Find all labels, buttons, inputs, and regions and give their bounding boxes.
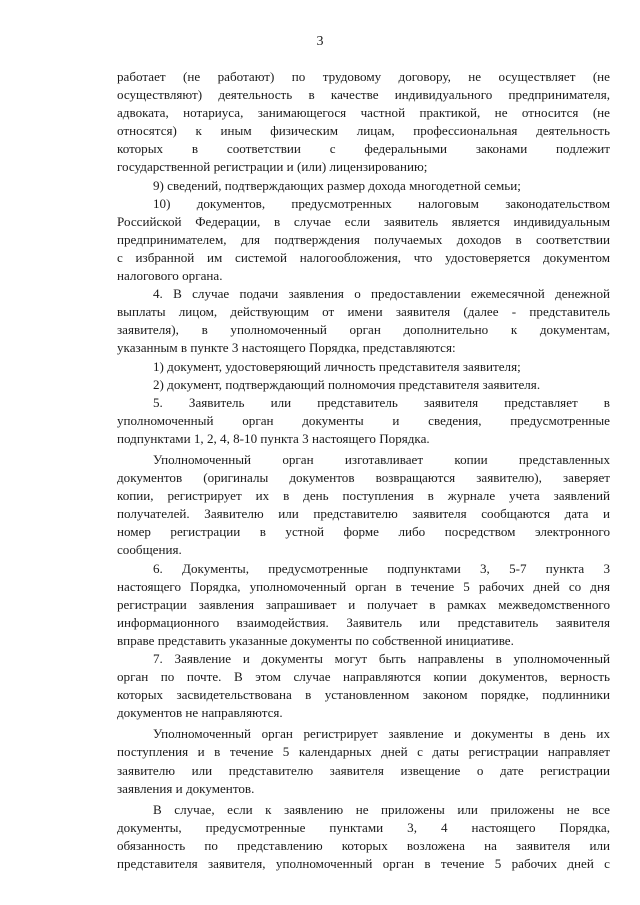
text-line: [117, 321, 610, 339]
text-line: [117, 412, 610, 430]
text-line: [117, 487, 610, 505]
document-body: [117, 68, 610, 873]
line-text: 5. Заявитель или представитель заявителя представляет в: [153, 394, 610, 410]
text-line: [117, 704, 610, 722]
text-line: [117, 614, 610, 632]
text-line: [117, 213, 610, 231]
text-line: [117, 158, 610, 176]
line-text: заявления и документов.: [117, 780, 255, 796]
text-line: [117, 451, 610, 469]
line-text: выплаты лицом, действующим от имени заявителя (далее - представитель: [117, 304, 610, 320]
line-text: подпунктами 1, 2, 4, 8-10 пункта 3 настоящего Порядка.: [117, 430, 430, 446]
text-line: [117, 303, 610, 321]
text-line: [117, 140, 610, 158]
text-line: [117, 560, 610, 578]
text-line: [117, 686, 610, 704]
line-text: 2) документ, подтверждающий полномочия представителя заявителя.: [153, 376, 541, 392]
line-text: информационного взаимодействия. Заявитель или представитель заявителя: [117, 614, 610, 630]
text-line: [117, 86, 610, 104]
text-line: [117, 743, 610, 761]
line-text: сообщения.: [117, 542, 182, 558]
page-number: 3: [316, 34, 324, 49]
text-line: [117, 668, 610, 686]
line-text: документов (оригиналы документов возвращаются заявителю), заверяет: [117, 470, 610, 486]
text-line: [117, 523, 610, 541]
line-text: вправе представить указанные документы по собственной инициативе.: [117, 632, 514, 648]
text-line: [117, 596, 610, 614]
line-text: копии, регистрирует их в день поступления в журнале учета заявлений: [117, 488, 610, 504]
line-text: указанным в пункте 3 настоящего Порядка, представляются:: [117, 340, 456, 356]
text-line: [117, 578, 610, 596]
line-text: Российской Федерации, в случае если заявитель является индивидуальным: [117, 213, 610, 229]
text-line: [117, 819, 610, 837]
text-line: [117, 780, 610, 798]
text-line: [117, 195, 610, 213]
text-line: [117, 541, 610, 559]
text-line: [117, 505, 610, 523]
text-line: [117, 725, 610, 743]
line-text: орган по почте. В этом случае направляются копии документов, верность: [117, 669, 610, 685]
line-text: адвоката, нотариуса, занимающегося частной практикой, не относится (не: [117, 105, 610, 121]
text-line: [117, 267, 610, 285]
line-text: осуществляют) деятельность в качестве индивидуального предпринимателя,: [117, 87, 610, 103]
text-line: [117, 285, 610, 303]
line-text: номер регистрации в устной форме либо посредством электронного: [117, 524, 610, 540]
text-line: [117, 68, 610, 86]
line-text: заявителю или представителю заявителя извещение о дате регистрации: [117, 762, 610, 778]
text-line: [117, 430, 610, 448]
line-text: 10) документов, предусмотренных налоговым законодательством: [153, 195, 610, 211]
text-line: [117, 801, 610, 819]
line-text: заявителя), в уполномоченный орган дополнительно к документам,: [117, 322, 610, 338]
text-line: [117, 394, 610, 412]
text-line: [117, 122, 610, 140]
line-text: работает (не работают) по трудовому договору, не осуществляет (не: [117, 69, 610, 84]
line-text: документов не направляются.: [117, 705, 283, 721]
line-text: регистрации заявления запрашивает и получает в рамках межведомственного: [117, 596, 610, 612]
text-line: [117, 837, 610, 855]
line-text: представителя заявителя, уполномоченный орган в течение 5 рабочих дней с: [117, 856, 610, 872]
line-text: обязанность по представлению которых возложена на заявителя или: [117, 837, 610, 853]
text-line: [117, 469, 610, 487]
text-line: [117, 231, 610, 249]
line-text: получателей. Заявителю или представителю заявителя сообщаются дата и: [117, 506, 610, 522]
line-text: 4. В случае подачи заявления о предоставлении ежемесячной денежной: [153, 286, 610, 302]
line-text: уполномоченный орган документы и сведения, предусмотренные: [117, 412, 610, 428]
line-text: которых засвидетельствована в установленном законом порядке, подлинники: [117, 687, 610, 703]
text-line: [117, 762, 610, 780]
line-text: относятся) к иным физическим лицам, профессиональная деятельность: [117, 123, 610, 139]
text-line: [117, 855, 610, 873]
text-line: [117, 177, 610, 195]
line-text: настоящего Порядка, уполномоченный орган в течение 5 рабочих дней со дня: [117, 578, 610, 594]
line-text: Уполномоченный орган регистрирует заявление и документы в день их: [153, 726, 610, 742]
line-text: с избранной им системой налогообложения, что удостоверяется документом: [117, 249, 610, 265]
line-text: которых в соответствии с федеральными законами подлежит: [117, 141, 610, 157]
text-line: [117, 249, 610, 267]
text-line: [117, 632, 610, 650]
text-line: [117, 104, 610, 122]
text-line: [117, 376, 610, 394]
text-line: [117, 339, 610, 357]
line-text: налогового органа.: [117, 268, 223, 284]
line-text: В случае, если к заявлению не приложены или приложены не все: [153, 801, 610, 817]
line-text: 6. Документы, предусмотренные подпунктами 3, 5-7 пункта 3: [153, 560, 610, 576]
text-line: [117, 650, 610, 668]
line-text: поступления и в течение 5 календарных дней с даты регистрации направляет: [117, 744, 610, 760]
line-text: документы, предусмотренные пунктами 3, 4 настоящего Порядка,: [117, 819, 610, 835]
line-text: 7. Заявление и документы могут быть направлены в уполномоченный: [153, 651, 610, 666]
line-text: Уполномоченный орган изготавливает копии представленных: [153, 451, 610, 467]
line-text: 9) сведений, подтверждающих размер дохода многодетной семьи;: [153, 177, 521, 193]
line-text: 1) документ, удостоверяющий личность представителя заявителя;: [153, 358, 521, 374]
line-text: предпринимателем, для подтверждения получаемых доходов в соответствии: [117, 231, 610, 247]
line-text: государственной регистрации и (или) лицензированию;: [117, 159, 428, 175]
text-line: [117, 358, 610, 376]
